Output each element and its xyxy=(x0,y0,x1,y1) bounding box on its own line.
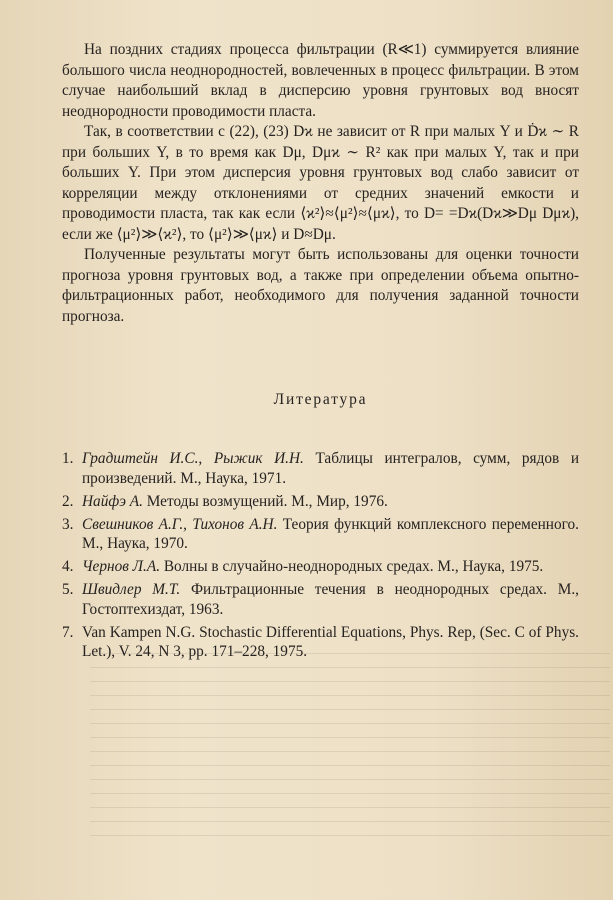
reference-author: Градштейн И.С., Рыжик И.Н. xyxy=(82,450,304,467)
reference-text: Теория функций комплексного переменного. М., Наука, 1970. xyxy=(82,515,580,552)
reference-item xyxy=(62,557,579,577)
reference-number: 7. xyxy=(62,623,74,641)
reference-number: 4. xyxy=(62,558,74,575)
reference-item xyxy=(62,515,579,554)
reference-text: Van Kampen N.G. Stochastic Differential Equations, Phys. Rep, (Sec. C of Phys. Let.), V. 24, N 3, pp. 171–228, 1975. xyxy=(82,623,579,660)
references-list xyxy=(62,449,579,662)
show-through-texture xyxy=(90,640,610,840)
reference-author: Свешников А.Г., Тихонов А.Н. xyxy=(82,515,278,533)
reference-text: Методы возмущений. М., Мир, 1976. xyxy=(142,492,388,510)
reference-author: Швидлер М.Т. xyxy=(82,581,181,598)
reference-number: 5. xyxy=(62,581,74,598)
reference-item xyxy=(62,492,579,512)
reference-number: 3. xyxy=(62,515,74,533)
reference-item xyxy=(62,623,579,662)
paragraph-2: Так, в соответствии с (22), (23) Dϰ не зависит от R при малых Y и Ḋϰ ∼ R при больших Y, в то время как Dμ, Dμϰ ∼ R² как при малых Y, так и при больших Y. При этом дисперсия уровня грунтовых вод слабо зависит от корреляции между отклонениями от средних значений емкости и проводимости пласта, так как если ⟨ϰ²⟩≈⟨μ²⟩≈⟨μϰ⟩, то D= =Dϰ(Dϰ≫Dμ Dμϰ), если же ⟨μ²⟩≫⟨ϰ²⟩, то ⟨μ²⟩≫⟨μϰ⟩ и D≈Dμ. xyxy=(62,123,579,243)
body-text xyxy=(62,40,579,327)
reference-item xyxy=(62,580,579,619)
references-heading: Литература xyxy=(273,391,368,408)
reference-author: Чернов Л.А. xyxy=(82,558,161,575)
reference-number: 2. xyxy=(62,492,74,510)
reference-text: Фильтрационные течения в неоднородных средах. М., Гостоптехиздат, 1963. xyxy=(82,581,579,618)
reference-number: 1. xyxy=(62,450,74,467)
reference-text: Волны в случайно-неоднородных средах. М., Наука, 1975. xyxy=(160,558,544,575)
paragraph-3: Полученные результаты могут быть использованы для оценки точности прогноза уровня грунтовых вод, а также при определении объема опытно-фильтрационных работ, необходимого для получения заданной точности прогноза. xyxy=(62,246,579,325)
reference-text: Таблицы интегралов, сумм, рядов и произведений. М., Наука, 1971. xyxy=(82,450,580,487)
reference-author: Найфэ А. xyxy=(82,492,143,510)
paragraph-1: На поздних стадиях процесса фильтрации (R≪1) суммируется влияние большого числа неоднородностей, вовлеченных в процесс фильтрации. В этом случае наибольший вклад в дисперсию уровня грунтовых вод вносят неоднородности проводимости пласта. xyxy=(62,41,579,120)
reference-item xyxy=(62,449,579,488)
